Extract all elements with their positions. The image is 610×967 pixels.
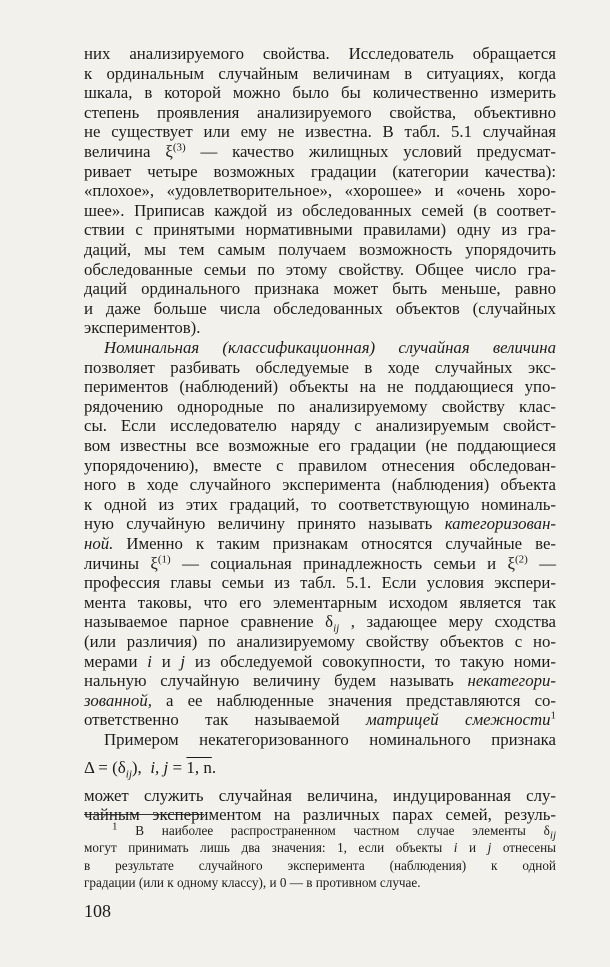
- text-line: них анализируемого свойства. Исследователь обращается: [84, 44, 556, 63]
- italic-term: случайная величина: [398, 338, 556, 357]
- text-line: к одной из этих градаций, то соответствующую номиналь-: [84, 494, 556, 514]
- text-line: ривает четыре возможных градации (категории качества):: [84, 161, 556, 181]
- text-fragment: называемое парное сравнение: [84, 612, 314, 632]
- text-fragment: а ее наблюденные значения представляются со-: [166, 690, 556, 710]
- delta-symbol: $\delta_{ij}$: [325, 612, 340, 635]
- text-fragment: ную случайную величину принято называть: [84, 514, 433, 534]
- text-line: позволяет разбивать обследуемые в ходе случайных экс-: [84, 357, 556, 377]
- text-line: [84, 554, 556, 574]
- text-line: профессия главы семьи из табл. 5.1. Если условия экспери-: [84, 573, 556, 593]
- text-fragment: —: [539, 553, 556, 573]
- text-fragment: личины: [84, 553, 140, 573]
- text-fragment: и: [161, 651, 171, 671]
- text-line: (или различия) по анализируемому свойству объектов с но-: [84, 632, 556, 651]
- xi-symbol: $\xi^{(1)}$: [150, 553, 171, 573]
- xi-symbol: $\xi^{(2)}$: [507, 553, 528, 573]
- index-i: i: [147, 651, 152, 671]
- text-fragment: ответственно так называемой: [84, 710, 340, 730]
- italic-term: категоризован-: [444, 514, 556, 534]
- matrix-formula: $\Delta = (\delta_{ij})$, i, j = 1, n.: [84, 757, 217, 780]
- text-line: упорядочению), вместе с правилом отнесения обследован-: [84, 455, 556, 475]
- footnote-line: $^1$ В наиболее распространенном частном случае элементы $\delta_{ij}$: [112, 820, 557, 842]
- text-line: [84, 710, 556, 730]
- text-line: рядочению однородные по анализируемому свойству клас-: [84, 396, 556, 416]
- text-fragment: из обследуемой совокупности, то такую номи-: [194, 651, 556, 671]
- text-line: ного в ходе случайного эксперимента (наблюдения) объекта: [84, 475, 556, 495]
- italic-term: матрицей смежности: [365, 710, 551, 730]
- text-line: шее». Приписав каждой из обследованных семей (в соответ-: [84, 200, 556, 220]
- text-line: [84, 142, 556, 162]
- text-line: [84, 612, 557, 635]
- footnote-line: градации (или к одному классу), и 0 — в противном случае.: [84, 875, 421, 891]
- footnote-mark: 1: [112, 820, 118, 833]
- index-j: j: [180, 651, 186, 671]
- text-line: степень проявления анализируемого свойства, объективно: [84, 102, 556, 122]
- text-line: к ординальным случайным величинам в ситуациях, когда: [84, 63, 556, 83]
- text-fragment: — социальная принадлежность семьи и: [182, 553, 497, 573]
- page-number: 108: [84, 901, 111, 921]
- italic-term: ной.: [84, 534, 114, 553]
- text-line: чайным экспериментом на различных парах семей, резуль-: [84, 805, 556, 825]
- text-fragment: нальную случайную величину будем называть: [84, 671, 454, 691]
- text-fragment: мерами: [84, 651, 138, 671]
- text-line: шкала, в которой можно было бы количественно измерить: [84, 83, 556, 103]
- text-line: не существует или ему не известна. В табл. 5.1 случайная: [84, 122, 556, 142]
- text-line: мента таковы, что его элементарным исходом является так: [84, 592, 556, 612]
- text-fragment: — качество жилищных условий предусмат-: [200, 142, 556, 161]
- footnote-line: в результате случайного эксперимента (наблюдения) к одной: [84, 857, 556, 873]
- xi-symbol: $\xi^{(3)}$: [165, 141, 186, 161]
- text-line: даций, мы тем самым получаем возможность упорядочить: [84, 240, 556, 259]
- italic-term: Номинальная: [104, 338, 200, 357]
- italic-term: (классификационная): [222, 338, 376, 357]
- text-line: обследованные семьи по этому свойству. Общее число гра-: [84, 259, 556, 279]
- text-line: Примером некатегоризованного номинального признака: [104, 730, 556, 749]
- text-fragment: величина: [84, 142, 151, 161]
- text-line: и даже больше числа обследованных объектов (случайных: [84, 298, 556, 318]
- footnote-line: могут принимать лишь два значения: 1, если объекты i и j отнесены: [84, 840, 557, 856]
- text-line: [84, 691, 556, 711]
- text-line: ствии с принятыми нормативными правилами) одну из гра-: [84, 220, 556, 240]
- text-line: «плохое», «удовлетворительное», «хорошее» и «очень хоро-: [84, 181, 556, 201]
- text-line: [104, 338, 556, 358]
- text-line: экспериментов).: [84, 318, 201, 338]
- text-line: может служить случайная величина, индуцированная слу-: [84, 785, 556, 805]
- italic-term: некатегори-: [467, 671, 556, 691]
- text-fragment: , задающее меру сходства: [350, 612, 557, 632]
- italic-term: зованной,: [84, 690, 152, 710]
- text-line: вом известны все возможные его градации (не поддающиеся: [84, 436, 556, 455]
- text-line: периментов (наблюдений) объекты на не поддающиеся упо-: [84, 377, 556, 397]
- text-line: [84, 671, 556, 691]
- text-line: [84, 534, 556, 554]
- text-line: [84, 652, 556, 672]
- footnote-mark: 1: [550, 709, 556, 722]
- delta-symbol: $\delta_{ij}$: [543, 823, 557, 842]
- text-line: даций ординального признака может быть меньше, равно: [84, 279, 556, 299]
- text-line: сы. Если исследователю наряду с анализируемым свойст-: [84, 416, 556, 436]
- text-line: [84, 514, 556, 534]
- text-fragment: Именно к таким признакам относятся случайные ве-: [126, 534, 556, 553]
